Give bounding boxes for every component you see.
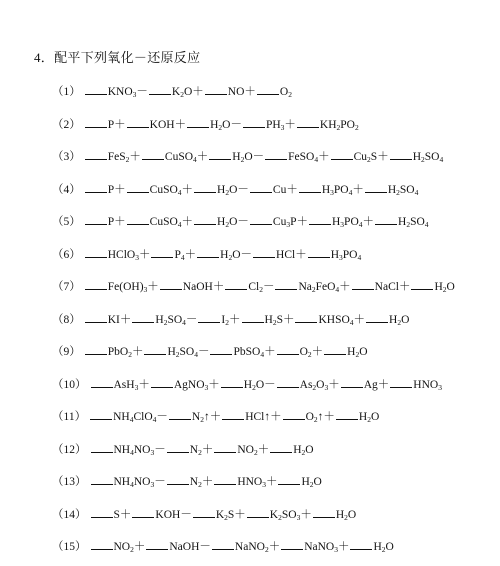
formula: $O_2↑$ <box>305 411 324 424</box>
formula: $H_2O$ <box>347 346 368 359</box>
equation-number: （13） <box>52 476 87 488</box>
coefficient-blank[interactable] <box>214 474 236 485</box>
equation-row <box>52 377 442 392</box>
plus-sign: ＋ <box>184 248 197 261</box>
formula: $N_2$ <box>189 443 202 457</box>
coefficient-blank[interactable] <box>297 117 319 128</box>
coefficient-blank[interactable] <box>275 279 297 290</box>
coefficient-blank[interactable] <box>390 149 412 160</box>
formula: HCl↑ <box>245 411 271 423</box>
coefficient-blank[interactable] <box>127 214 149 225</box>
plus-sign: ＋ <box>323 411 335 423</box>
coefficient-blank[interactable] <box>85 84 107 95</box>
formula: $H_2O$ <box>389 313 410 327</box>
coefficient-blank[interactable] <box>91 474 113 485</box>
coefficient-blank[interactable] <box>91 377 113 388</box>
formula: $H_2O$ <box>335 508 357 522</box>
coefficient-blank[interactable] <box>90 409 112 420</box>
plus-sign: ＋ <box>119 313 132 326</box>
coefficient-blank[interactable] <box>281 539 303 550</box>
formula: $H_2O$ <box>232 151 253 164</box>
formula: NaOH <box>169 541 200 553</box>
formula: P <box>107 183 115 196</box>
equals-sign: － <box>264 378 276 391</box>
formula: KOH <box>149 118 175 131</box>
plus-sign: ＋ <box>284 118 296 131</box>
formula: $KHSO_4$ <box>318 313 354 327</box>
formula: $H_2SO_4$ <box>412 151 444 164</box>
plus-sign: ＋ <box>114 118 126 131</box>
coefficient-blank[interactable] <box>336 409 358 420</box>
coefficient-blank[interactable] <box>209 149 231 160</box>
coefficient-blank[interactable] <box>243 117 265 128</box>
formula: HClO$_3$ <box>107 248 139 262</box>
coefficient-blank[interactable] <box>225 279 247 290</box>
formula: $H_2O$ <box>434 281 455 294</box>
equation-number: （8） <box>52 313 81 326</box>
formula: KOH <box>155 508 181 521</box>
coefficient-blank[interactable] <box>205 84 227 95</box>
coefficient-blank[interactable] <box>144 344 166 355</box>
formula: $K_2SO_3$ <box>269 508 301 522</box>
formula: $H_3PO_4$ <box>321 183 353 197</box>
formula: PbO$_2$ <box>107 346 132 359</box>
equation-row <box>52 84 292 99</box>
formula: CuSO$_4$ <box>164 151 197 164</box>
formula: $H_2O$ <box>210 118 231 132</box>
equation-number: （5） <box>52 216 81 228</box>
coefficient-blank[interactable] <box>167 474 189 485</box>
equation-number: （10） <box>52 378 87 391</box>
plus-sign: ＋ <box>133 541 146 553</box>
coefficient-blank[interactable] <box>146 539 168 550</box>
coefficient-blank[interactable] <box>257 84 279 95</box>
formula: FeSO$_4$ <box>288 151 319 164</box>
coefficient-blank[interactable] <box>187 117 209 128</box>
formula: S <box>113 508 120 521</box>
equation-row <box>52 442 314 457</box>
equals-sign: － <box>199 541 211 553</box>
formula: $Cu_2S$ <box>353 151 378 164</box>
coefficient-blank[interactable] <box>309 214 331 225</box>
coefficient-blank[interactable] <box>390 377 412 388</box>
coefficient-blank[interactable] <box>341 377 363 388</box>
formula: $NO_2$ <box>113 541 134 554</box>
formula: $H_2SO_4$ <box>155 313 186 327</box>
equation-number: （9） <box>52 346 81 358</box>
formula: FeS$_2$ <box>107 151 130 164</box>
formula: NO <box>227 86 245 98</box>
formula: $NO_2$ <box>237 443 258 457</box>
equation-row <box>52 507 356 522</box>
coefficient-blank[interactable] <box>214 442 236 453</box>
coefficient-blank[interactable] <box>85 182 107 193</box>
plus-sign: ＋ <box>352 183 364 196</box>
formula: $K_2O$ <box>171 86 193 99</box>
plus-sign: ＋ <box>192 86 204 98</box>
coefficient-blank[interactable] <box>295 312 317 323</box>
equation-row <box>52 214 429 229</box>
plus-sign: ＋ <box>362 216 374 228</box>
coefficient-blank[interactable] <box>149 84 171 95</box>
formula: $H_2O$ <box>301 476 322 489</box>
formula: $O_2$ <box>299 346 312 359</box>
coefficient-blank[interactable] <box>352 279 374 290</box>
equation-number: （11） <box>52 411 87 423</box>
equation-row <box>52 149 443 164</box>
coefficient-blank[interactable] <box>85 117 107 128</box>
equals-sign: － <box>154 476 166 488</box>
formula: $Fe(OH)_3$ <box>107 281 148 294</box>
coefficient-blank[interactable] <box>210 344 232 355</box>
plus-sign: ＋ <box>318 151 330 163</box>
coefficient-blank[interactable] <box>169 409 191 420</box>
equation-row <box>52 247 361 262</box>
coefficient-blank[interactable] <box>265 149 287 160</box>
formula: $K_2S$ <box>215 508 235 522</box>
coefficient-blank[interactable] <box>151 377 173 388</box>
formula: $O_2$ <box>279 86 292 99</box>
equation-row <box>52 474 322 489</box>
coefficient-blank[interactable] <box>253 247 275 258</box>
coefficient-blank[interactable] <box>375 214 397 225</box>
formula: $HNO_3$ <box>237 476 266 489</box>
coefficient-blank[interactable] <box>85 344 107 355</box>
plus-sign: ＋ <box>268 541 281 553</box>
formula: $Cu_3P$ <box>272 216 297 229</box>
plus-sign: ＋ <box>328 378 340 391</box>
formula: $HNO_3$ <box>413 378 442 392</box>
equals-sign: － <box>154 443 166 456</box>
equation-number: （3） <box>52 151 81 163</box>
equals-sign: － <box>237 183 249 196</box>
formula: $Cl_2$ <box>248 281 263 294</box>
formula: NaOH <box>182 281 213 293</box>
plus-sign: ＋ <box>265 476 278 488</box>
coefficient-blank[interactable] <box>132 507 154 518</box>
formula: $NH_4NO_3$ <box>113 476 155 489</box>
equation-number: （2） <box>52 118 81 131</box>
plus-sign: ＋ <box>131 346 144 358</box>
formula: HCl <box>276 248 296 261</box>
plus-sign: ＋ <box>201 476 214 488</box>
equals-sign: － <box>180 508 192 521</box>
formula: $NH_4ClO_4$ <box>113 411 157 424</box>
plus-sign: ＋ <box>181 183 194 196</box>
plus-sign: ＋ <box>377 378 390 391</box>
coefficient-blank[interactable] <box>299 182 321 193</box>
coefficient-blank[interactable] <box>283 409 305 420</box>
equation-number: （15） <box>52 541 87 553</box>
formula: NaNO$_2$ <box>234 541 269 554</box>
section-title: 4．配平下列氧化－还原反应 <box>34 50 201 65</box>
equation-row <box>52 182 418 197</box>
plus-sign: ＋ <box>114 216 126 228</box>
coefficient-blank[interactable] <box>127 182 149 193</box>
plus-sign: ＋ <box>119 508 132 521</box>
coefficient-blank[interactable] <box>250 182 272 193</box>
coefficient-blank[interactable] <box>193 507 215 518</box>
plus-sign: ＋ <box>234 508 246 521</box>
formula: $H_2O$ <box>243 378 265 392</box>
coefficient-blank[interactable] <box>85 247 107 258</box>
formula: P <box>107 118 115 131</box>
plus-sign: ＋ <box>353 313 366 326</box>
plus-sign: ＋ <box>201 443 214 456</box>
coefficient-blank[interactable] <box>85 279 107 290</box>
formula: Cu <box>272 183 287 196</box>
plus-sign: ＋ <box>257 443 270 456</box>
formula: $H_2O$ <box>293 443 314 457</box>
equals-sign: － <box>237 216 249 228</box>
plus-sign: ＋ <box>209 411 222 423</box>
formula: $KH_2PO_2$ <box>319 118 359 132</box>
equation-number: （12） <box>52 443 87 456</box>
formula: $H_2O$ <box>217 183 238 197</box>
plus-sign: ＋ <box>212 281 225 293</box>
equation-number: （1） <box>52 86 81 98</box>
plus-sign: ＋ <box>311 346 324 358</box>
equation-number: （4） <box>52 183 81 196</box>
coefficient-blank[interactable] <box>127 117 149 128</box>
coefficient-blank[interactable] <box>160 279 182 290</box>
coefficient-blank[interactable] <box>278 474 300 485</box>
equation-row <box>52 117 359 132</box>
formula: $Na_2FeO_4$ <box>298 281 340 294</box>
formula: $KNO_3$ <box>107 86 137 99</box>
coefficient-blank[interactable] <box>270 442 292 453</box>
plus-sign: ＋ <box>282 313 295 326</box>
formula: CuSO$_4$ <box>149 216 182 229</box>
formula: KI <box>107 313 120 326</box>
coefficient-blank[interactable] <box>85 312 107 323</box>
formula: $H_2O$ <box>373 541 394 554</box>
equation-number: （6） <box>52 248 81 261</box>
plus-sign: ＋ <box>296 216 308 228</box>
formula: $H_2SO_4$ <box>387 183 419 197</box>
plus-sign: ＋ <box>129 151 141 163</box>
coefficient-blank[interactable] <box>91 442 113 453</box>
equals-sign: － <box>136 86 148 98</box>
coefficient-blank[interactable] <box>91 539 113 550</box>
plus-sign: ＋ <box>208 378 220 391</box>
plus-sign: ＋ <box>174 118 187 131</box>
coefficient-blank[interactable] <box>212 539 234 550</box>
equation-row <box>52 279 455 294</box>
plus-sign: ＋ <box>286 183 298 196</box>
formula: $H_3PO_4$ <box>331 216 363 229</box>
formula: NaNO$_3$ <box>304 541 338 554</box>
coefficient-blank[interactable] <box>277 377 299 388</box>
formula: $NH_4NO_3$ <box>113 443 155 457</box>
plus-sign: ＋ <box>377 151 389 163</box>
plus-sign: ＋ <box>114 183 126 196</box>
coefficient-blank[interactable] <box>132 312 154 323</box>
formula: $H_2O$ <box>217 216 238 229</box>
coefficient-blank[interactable] <box>242 312 264 323</box>
formula: $N_2↑$ <box>191 411 210 424</box>
formula: $H_2SO_4$ <box>398 216 429 229</box>
plus-sign: ＋ <box>196 151 209 163</box>
formula: $N_2$ <box>189 476 202 489</box>
equals-sign: － <box>156 411 168 423</box>
formula: $H_2SO_4$ <box>167 346 198 359</box>
coefficient-blank[interactable] <box>250 214 272 225</box>
formula: NaCl <box>374 281 399 293</box>
formula: P <box>107 216 115 228</box>
equals-sign: － <box>185 313 198 326</box>
equation-row <box>52 344 368 359</box>
plus-sign: ＋ <box>295 248 307 261</box>
equation-row <box>52 409 379 424</box>
coefficient-blank[interactable] <box>198 312 220 323</box>
equation-row <box>52 312 409 327</box>
formula: AsH$_3$ <box>113 378 139 392</box>
formula: PbSO$_4$ <box>233 346 265 359</box>
coefficient-blank[interactable] <box>277 344 299 355</box>
coefficient-blank[interactable] <box>194 214 216 225</box>
plus-sign: ＋ <box>147 281 159 293</box>
coefficient-blank[interactable] <box>247 507 269 518</box>
coefficient-blank[interactable] <box>350 539 372 550</box>
coefficient-blank[interactable] <box>222 409 244 420</box>
plus-sign: ＋ <box>229 313 241 326</box>
coefficient-blank[interactable] <box>411 279 433 290</box>
formula: $H_2O$ <box>358 411 380 424</box>
coefficient-blank[interactable] <box>142 149 164 160</box>
coefficient-blank[interactable] <box>366 312 388 323</box>
coefficient-blank[interactable] <box>365 182 387 193</box>
coefficient-blank[interactable] <box>308 247 330 258</box>
coefficient-blank[interactable] <box>221 377 243 388</box>
formula: CuSO$_4$ <box>149 183 182 197</box>
coefficient-blank[interactable] <box>85 149 107 160</box>
equals-sign: － <box>240 248 253 261</box>
formula: AgNO$_3$ <box>173 378 209 392</box>
equation-number: （7） <box>52 281 81 293</box>
plus-sign: ＋ <box>138 248 151 261</box>
coefficient-blank[interactable] <box>85 214 107 225</box>
plus-sign: ＋ <box>181 216 194 228</box>
equals-sign: － <box>262 281 275 293</box>
plus-sign: ＋ <box>398 281 411 293</box>
plus-sign: ＋ <box>264 346 276 358</box>
formula: $PH_3$ <box>265 118 285 132</box>
coefficient-blank[interactable] <box>197 247 219 258</box>
coefficient-blank[interactable] <box>313 507 335 518</box>
coefficient-blank[interactable] <box>324 344 346 355</box>
formula: $H_2O$ <box>220 248 241 262</box>
formula: $H_2S$ <box>264 313 283 327</box>
plus-sign: ＋ <box>138 378 150 391</box>
plus-sign: ＋ <box>339 281 351 293</box>
equation-row <box>52 539 394 554</box>
formula: $P_4$ <box>174 248 185 262</box>
equals-sign: － <box>230 118 242 131</box>
equals-sign: － <box>197 346 210 358</box>
plus-sign: ＋ <box>337 541 350 553</box>
formula: Ag <box>363 378 378 391</box>
coefficient-blank[interactable] <box>331 149 353 160</box>
coefficient-blank[interactable] <box>91 507 113 518</box>
coefficient-blank[interactable] <box>151 247 173 258</box>
plus-sign: ＋ <box>300 508 312 521</box>
equals-sign: － <box>252 151 265 163</box>
formula: $I_2$ <box>221 313 229 327</box>
plus-sign: ＋ <box>244 86 256 98</box>
coefficient-blank[interactable] <box>167 442 189 453</box>
plus-sign: ＋ <box>270 411 282 423</box>
formula: $As_2O_3$ <box>299 378 329 392</box>
formula: $H_3PO_4$ <box>330 248 362 262</box>
coefficient-blank[interactable] <box>194 182 216 193</box>
equation-number: （14） <box>52 508 87 521</box>
